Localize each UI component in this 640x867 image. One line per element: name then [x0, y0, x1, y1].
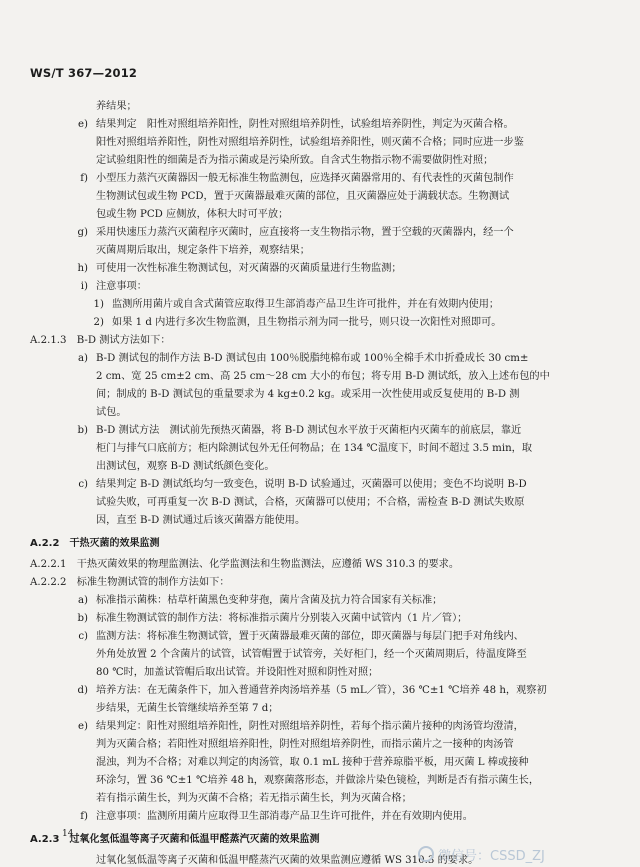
standard-header: WS/T 367—2012: [30, 66, 138, 80]
list-item: f) 小型压力蒸汽灭菌器因一般无标准生物监测包，应选择灭菌器常用的、有代表性的灭菌包制作: [80, 173, 514, 184]
list-item: b) 标准生物测试管的制作方法：将标准指示菌片分别装入灭菌中试管内（1 片／管）；: [77, 613, 468, 624]
text-line: 判为灭菌合格；若阳性对照组培养阳性，阴性对照组培养阴性，而指示菌片之一接种的肉汤管: [96, 739, 514, 750]
list-item: f) 注意事项：监测所用菌片应取得卫生部消毒产品卫生许可批件，并在有效期内使用。: [80, 811, 473, 822]
clause-heading: A.2.1.3 B-D 测试方法如下：: [30, 335, 171, 346]
text-line: 过氧化氢低温等离子灭菌和低温甲醛蒸汽灭菌的效果监测应遵循 WS 310.3 的要求。: [96, 855, 479, 866]
watermark: [418, 845, 545, 864]
list-item: i) 注意事项：: [80, 281, 147, 292]
text-line: 阳性对照组培养阳性，阴性对照组培养阴性，试验组培养阳性，则灭菌不合格；同时应进一步鉴: [96, 137, 524, 148]
list-item: c) 结果判定 B-D 测试纸均匀一致变色，说明 B-D 试验通过，灭菌器可以使用；变色不均说明 B-D: [78, 479, 527, 490]
text-line: 定试验组阳性的细菌是否为指示菌或是污染所致。自含式生物指示物不需要做阴性对照；: [96, 155, 494, 166]
list-item: a) 标准指示菌株：枯草杆菌黑色变种芽孢，菌片含菌及抗力符合国家有关标准；: [77, 595, 443, 606]
list-item: a) B-D 测试包的制作方法 B-D 测试包由 100％脱脂纯棉布或 100％全棉手术巾折叠成长 30 cm±: [77, 353, 529, 364]
list-item: c) 监测方法：将标准生物测试管，置于灭菌器最难灭菌的部位，即灭菌器与每层门把手对角线内、: [78, 631, 524, 642]
clause-heading: A.2.2.1 干热灭菌效果的物理监测法、化学监测法和生物监测法，应遵循 WS 310.3 的要求。: [30, 559, 460, 570]
page-number: 14: [62, 829, 74, 839]
text-line: 环涂匀，置 36 ℃±1 ℃培养 48 h，观察菌落形态，并做涂片染色镜检，判断是否有指示菌生长，: [96, 775, 540, 786]
wechat-icon: [418, 846, 434, 862]
text-line: 试包。: [96, 407, 127, 418]
text-line: 柜门与排气口底前方；柜内除测试包外无任何物品；在 134 ℃温度下，时间不超过 3.5 min，取: [96, 443, 533, 454]
list-item: 2) 如果 1 d 内进行多次生物监测，且生物指示剂为同一批号，则只设一次阳性对照即可。: [93, 317, 502, 328]
text-line: 生物测试包或生物 PCD，置于灭菌器最难灭菌的部位，且灭菌器应处于满载状态。生物测试: [96, 191, 510, 202]
text-line: 若有指示菌生长，判为灭菌不合格；若无指示菌生长，判为灭菌合格；: [96, 793, 412, 804]
list-item: b) B-D 测试方法 测试前先预热灭菌器，将 B-D 测试包水平放于灭菌柜内灭菌车的前底层，靠近: [77, 425, 522, 436]
text-line: 出测试包，观察 B-D 测试纸颜色变化。: [96, 461, 275, 472]
list-item: e) 结果判定：阳性对照组培养阳性，阴性对照组培养阴性，若每个指示菌片接种的肉汤管均澄清，: [77, 721, 524, 732]
list-item: g) 采用快速压力蒸汽灭菌程序灭菌时，应直接将一支生物指示物，置于空载的灭菌器内，经一个: [77, 227, 514, 238]
list-item: h) 可使用一次性标准生物测试包，对灭菌器的灭菌质量进行生物监测；: [77, 263, 402, 274]
text-line: 试验失败，可再重复一次 B-D 测试，合格，灭菌器可以使用；不合格，需检查 B-D 测试失败原: [96, 497, 525, 508]
text-line: 外角处放置 2 个含菌片的试管，试管帽置于试管旁，关好柜门，经一个灭菌周期后，待温度降至: [96, 649, 527, 660]
text-line: 包或生物 PCD 应侧放，体积大时可平放；: [96, 209, 289, 220]
text-line: 步结果，无菌生长管继续培养至第 7 d；: [96, 703, 279, 714]
text-line: 2 cm、宽 25 cm±2 cm、高 25 cm～28 cm 大小的布包；将专用 B-D 测试纸，放入上述布包的中: [96, 371, 550, 382]
text-line: 间；制成的 B-D 测试包的重量要求为 4 kg±0.2 kg。或采用一次性使用或反复使用的 B-D 测: [96, 389, 520, 400]
list-item: e) 结果判定 阳性对照组培养阳性，阴性对照组培养阴性，试验组培养阴性，判定为灭菌合格。: [77, 119, 514, 130]
text-line: 因，直至 B-D 测试通过后该灭菌器方能使用。: [96, 515, 306, 526]
text-line: 养结果；: [96, 101, 137, 112]
list-item: 1) 监测所用菌片或自含式菌管应取得卫生部消毒产品卫生许可批件，并在有效期内使用；: [93, 299, 500, 310]
watermark-text: 微信号：CSSD_ZJ: [438, 849, 545, 864]
text-line: 混浊，判为不合格；对难以判定的肉汤管，取 0.1 mL 接种于营养琼脂平板，用灭菌 L 棒或接种: [96, 757, 529, 768]
section-heading: A.2.3 过氧化氢低温等离子灭菌和低温甲醛蒸汽灭菌的效果监测: [30, 834, 320, 845]
list-item: d) 培养方法：在无菌条件下，加入普通营养肉汤培养基（5 mL／管），36 ℃±1 ℃培养 48 h，观察初: [77, 685, 547, 696]
section-heading: A.2.2 干热灭菌的效果监测: [30, 538, 160, 549]
clause-heading: A.2.2.2 标准生物测试管的制作方法如下：: [30, 577, 230, 588]
text-line: 灭菌周期后取出，规定条件下培养，观察结果；: [96, 245, 310, 256]
text-line: 80 ℃时，加盖试管帽后取出试管。并设阳性对照和阴性对照；: [96, 667, 379, 678]
